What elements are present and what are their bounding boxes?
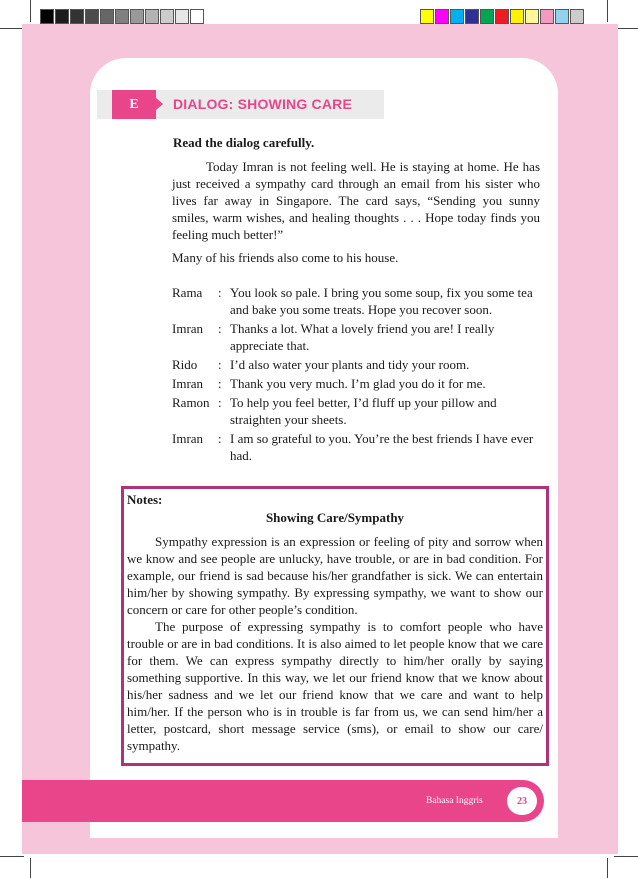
calibration-swatch: [130, 9, 144, 24]
dialog-speaker: Rama: [172, 285, 203, 300]
book-title: Bahasa Inggris: [426, 796, 483, 806]
crop-mark: [30, 858, 31, 878]
dialog-line: [172, 430, 542, 464]
dialog-utterance: Thank you very much. I’m glad you do it for me.: [230, 376, 486, 391]
instruction-text: Read the dialog carefully.: [173, 135, 315, 150]
crop-mark: [607, 858, 608, 878]
dialog-utterance: I’d also water your plants and tidy your room.: [230, 357, 470, 372]
calibration-swatch: [495, 9, 509, 24]
calibration-swatch: [540, 9, 554, 24]
crop-mark: [0, 856, 24, 857]
dialog-speaker: Imran: [172, 376, 204, 391]
dialog-speaker: Ramon: [172, 395, 210, 410]
calibration-swatch: [160, 9, 174, 24]
calibration-swatch: [100, 9, 114, 24]
crop-mark: [0, 28, 24, 29]
dialog-speaker: Imran: [172, 321, 204, 336]
calibration-swatch: [420, 9, 434, 24]
notes-paragraph: Sympathy expression is an expression or feeling of pity and sorrow when we know and see people are unlucky, have trouble, or are in bad condition. For example, our friend is sad because his/her grandfather is sick. We can entertain him/her by showing sympathy. By expressing sympathy, we want to show our concern or care for other people’s condition.: [127, 534, 543, 617]
dialog-colon: :: [218, 357, 222, 372]
notes-title: Showing Care/Sympathy: [265, 510, 405, 525]
calibration-swatch: [145, 9, 159, 24]
section-letter-badge: E: [112, 90, 156, 119]
page-number: 23: [507, 787, 537, 815]
intro-paragraph: Today Imran is not feeling well. He is staying at home. He has just received a sympathy card through an email from his sister who lives far away in Singapore. The card says, “Sending you sunny smiles, warm wishes, and healing thoughts . . . Hope today finds you feeling much better!”: [172, 159, 540, 242]
friends-line: Many of his friends also come to his house.: [172, 250, 399, 265]
dialog-line: [172, 375, 542, 392]
dialog-colon: :: [218, 285, 222, 300]
dialog-line: [172, 356, 542, 373]
notes-box: [121, 486, 549, 766]
dialog-speaker: Rido: [172, 357, 198, 372]
dialog-line: [172, 320, 542, 354]
crop-mark: [607, 0, 608, 22]
dialog-list: [172, 284, 542, 466]
calibration-swatch: [115, 9, 129, 24]
dialog-colon: :: [218, 395, 222, 410]
dialog-line: [172, 394, 542, 428]
dialog-utterance: I am so grateful to you. You’re the best friends I have ever had.: [230, 431, 534, 463]
calibration-swatch: [480, 9, 494, 24]
calibration-swatch: [465, 9, 479, 24]
section-title: DIALOG: SHOWING CARE: [173, 96, 352, 112]
dialog-speaker: Imran: [172, 431, 204, 446]
calibration-swatch: [40, 9, 54, 24]
calibration-swatch: [450, 9, 464, 24]
grayscale-calibration-bar: [40, 9, 205, 24]
dialog-utterance: To help you feel better, I’d fluff up your pillow and straighten your sheets.: [230, 395, 497, 427]
notes-label: Notes:: [127, 492, 163, 507]
dialog-line: [172, 284, 542, 318]
calibration-swatch: [525, 9, 539, 24]
notes-paragraph: The purpose of expressing sympathy is to comfort people who have trouble or are in bad conditions. It is also aimed to let people know that we care for them. We can express sympathy directly to him/her orally by saying something supportive. In this way, we let our friend know that we know about his/her sadness and we let our friend know that we care and want to help him/her. If the person who is in trouble is far from us, we can send him/her a letter, postcard, short message service (sms), or email to show our care/ sympathy.: [127, 619, 543, 753]
dialog-colon: :: [218, 321, 222, 336]
dialog-utterance: Thanks a lot. What a lovely friend you are! I really appreciate that.: [230, 321, 495, 353]
arrow-right-icon: [156, 98, 163, 110]
dialog-utterance: You look so pale. I bring you some soup, fix you some tea and bake you some treats. Hope you recover soon.: [230, 285, 533, 317]
dialog-colon: :: [218, 431, 222, 446]
calibration-swatch: [70, 9, 84, 24]
calibration-swatch: [190, 9, 204, 24]
crop-mark: [30, 0, 31, 22]
calibration-swatch: [85, 9, 99, 24]
color-calibration-bar: [420, 9, 585, 24]
calibration-swatch: [570, 9, 584, 24]
calibration-swatch: [435, 9, 449, 24]
calibration-swatch: [55, 9, 69, 24]
calibration-swatch: [555, 9, 569, 24]
calibration-swatch: [510, 9, 524, 24]
dialog-colon: :: [218, 376, 222, 391]
calibration-swatch: [175, 9, 189, 24]
crop-mark: [614, 856, 638, 857]
